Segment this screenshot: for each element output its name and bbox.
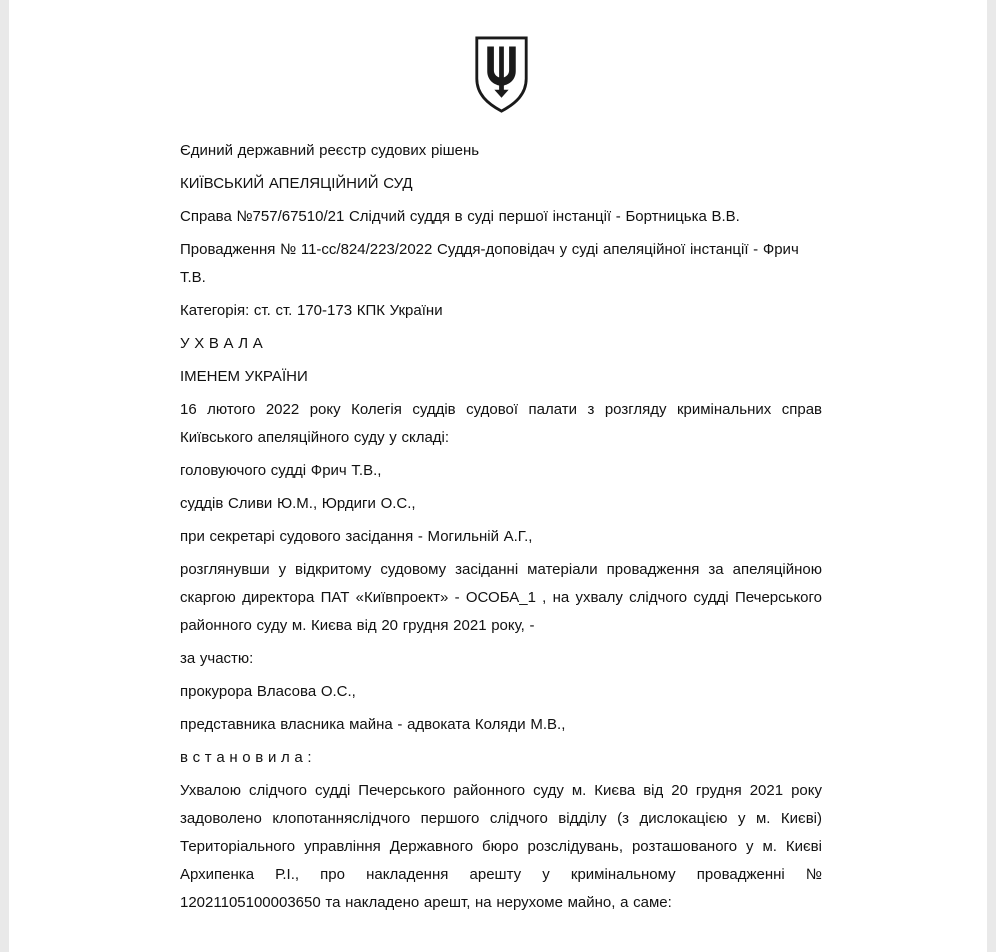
established-heading: в с т а н о в и л а : [180, 749, 312, 766]
owner-representative-line: представника власника майна - адвоката Коляди М.В., [180, 716, 566, 733]
appeal-intro-paragraph: розглянувши у відкритому судовому засіданні матеріали провадження за апеляційною скаргою директора ПАТ «Київпроект» - ОСОБА_1 , на ухвалу слідчого судді Печерського районного суду м. Києва від 20 грудня 2021 року, - [180, 561, 822, 634]
prosecutor-line: прокурора Власова О.С., [180, 683, 356, 700]
court-name: КИЇВСЬКИЙ АПЕЛЯЦІЙНИЙ СУД [180, 175, 413, 192]
category-line: Категорія: ст. ст. 170-173 КПК України [180, 302, 443, 319]
document-body [180, 137, 822, 917]
panel-intro-paragraph: 16 лютого 2022 року Колегія суддів судової палати з розгляду кримінальних справ Київського апеляційного суду у складі: [180, 401, 822, 446]
in-name-of-ukraine-heading: ІМЕНЕМ УКРАЇНИ [180, 368, 308, 385]
emblem-container [180, 35, 822, 120]
participants-heading: за участю: [180, 650, 254, 667]
ukraine-coat-of-arms-icon [473, 35, 530, 115]
registry-title: Єдиний державний реєстр судових рішень [180, 142, 480, 159]
ruling-heading: У Х В А Л А [180, 335, 263, 352]
proceeding-number-line: Провадження № 11-сс/824/223/2022 Суддя-доповідач у суді апеляційної інстанції - Фрич Т.В. [180, 241, 799, 286]
ruling-body-paragraph: Ухвалою слідчого судді Печерського районного суду м. Києва від 20 грудня 2021 року задоволено клопотанняслідчого першого слідчого відділу (з дислокацією у м. Києві) Територіального управління Державного бюро розслідувань, розташованого у м. Києві Архипенка Р.І., про накладення арешту у кримінальному провадженні № 12021105100003650 та накладено арешт, на нерухоме майно, а саме: [180, 782, 822, 911]
secretary-line: при секретарі судового засідання - Могильній А.Г., [180, 528, 533, 545]
judges-line: суддів Сливи Ю.М., Юрдиги О.С., [180, 495, 416, 512]
court-decision-document [9, 0, 987, 952]
presiding-judge-line: головуючого судді Фрич Т.В., [180, 462, 382, 479]
case-number-line: Справа №757/67510/21 Слідчий суддя в суді першої інстанції - Бортницька В.В. [180, 208, 740, 225]
